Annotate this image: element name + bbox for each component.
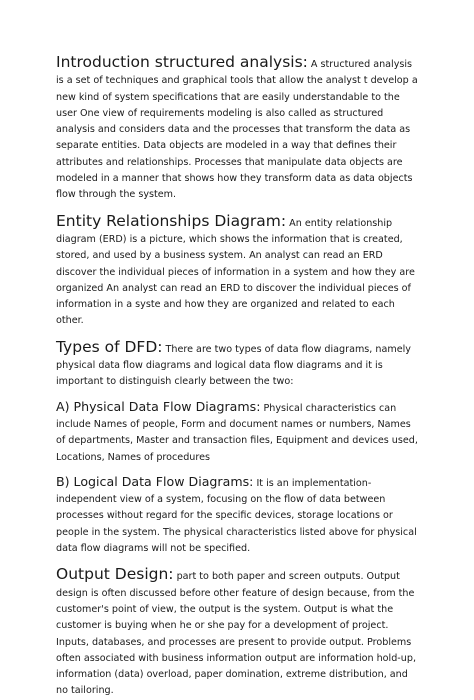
body-logical-data-flow-diagrams: It is an implementation-independent view of a system, focusing on the flow of data between processes without regard for the specific devices, storage locations or people in the system. The physical characteristics listed above for physical data flow diagrams will not be specified. [56,477,417,555]
paragraph-types-of-dfd [56,339,420,391]
document-page [56,54,420,700]
paragraph-physical-dfd [56,399,420,466]
heading-types-of-dfd: Types of DFD: [56,337,163,356]
heading-logical-data-flow-diagrams: B) Logical Data Flow Diagrams: [56,473,254,489]
section-entity-relationships-diagram [56,213,420,330]
heading-output-design: Output Design: [56,565,174,584]
section-introduction-structured-analysis [56,54,420,204]
section-physical-data-flow-diagrams [56,399,420,466]
heading-entity-relationships-diagram: Entity Relationships Diagram: [56,211,287,230]
body-physical-data-flow-diagrams: Physical characteristics can include Names of people, Form and document names or numbers, Names of departments, Master and transaction files, Equipment and devices used, Locations, Names of procedures [56,402,418,463]
paragraph-output-design [56,566,420,699]
body-output-design: part to both paper and screen outputs. Output design is often discussed before other feature of design because, from the customer's point of view, the output is the system. Output is what the customer is buying when he or she pay for a development of project. Inputs, databases, and processes are present to provide output. Problems often associated with business information output are information hold-up, information (data) overload, paper domination, extreme distribution, and no tailoring. [56,571,416,697]
paragraph-logical-dfd [56,474,420,557]
body-types-of-dfd: There are two types of data flow diagrams, namely physical data flow diagrams and logical data flow diagrams and it is important to distinguish clearly between the two: [56,343,411,388]
section-output-design [56,566,420,699]
paragraph-erd [56,213,420,330]
body-introduction-structured-analysis: A structured analysis is a set of techniques and graphical tools that allow the analyst t develop a new kind of system specifications that are easily understandable to the user One view of requirements modeling is also called as structured analysis and considers data and the processes that transform the data as separate entities. Data objects are modeled in a way that defines their attributes and relationships. Processes that manipulate data objects are modeled in a manner that shows how they transform data as data objects flow through the system. [56,59,418,201]
heading-physical-data-flow-diagrams: A) Physical Data Flow Diagrams: [56,398,261,414]
section-logical-data-flow-diagrams [56,474,420,557]
body-entity-relationships-diagram: An entity relationship diagram (ERD) is a picture, which shows the information that is created, stored, and used by a business system. An analyst can read an ERD discover the individual pieces of information in a system and how they are organized An analyst can read an ERD to discover the individual pieces of information in a syste and how they are organized and related to each other. [56,217,415,327]
paragraph-introduction [56,54,420,204]
section-types-of-dfd [56,339,420,391]
heading-introduction-structured-analysis: Introduction structured analysis: [56,53,308,71]
